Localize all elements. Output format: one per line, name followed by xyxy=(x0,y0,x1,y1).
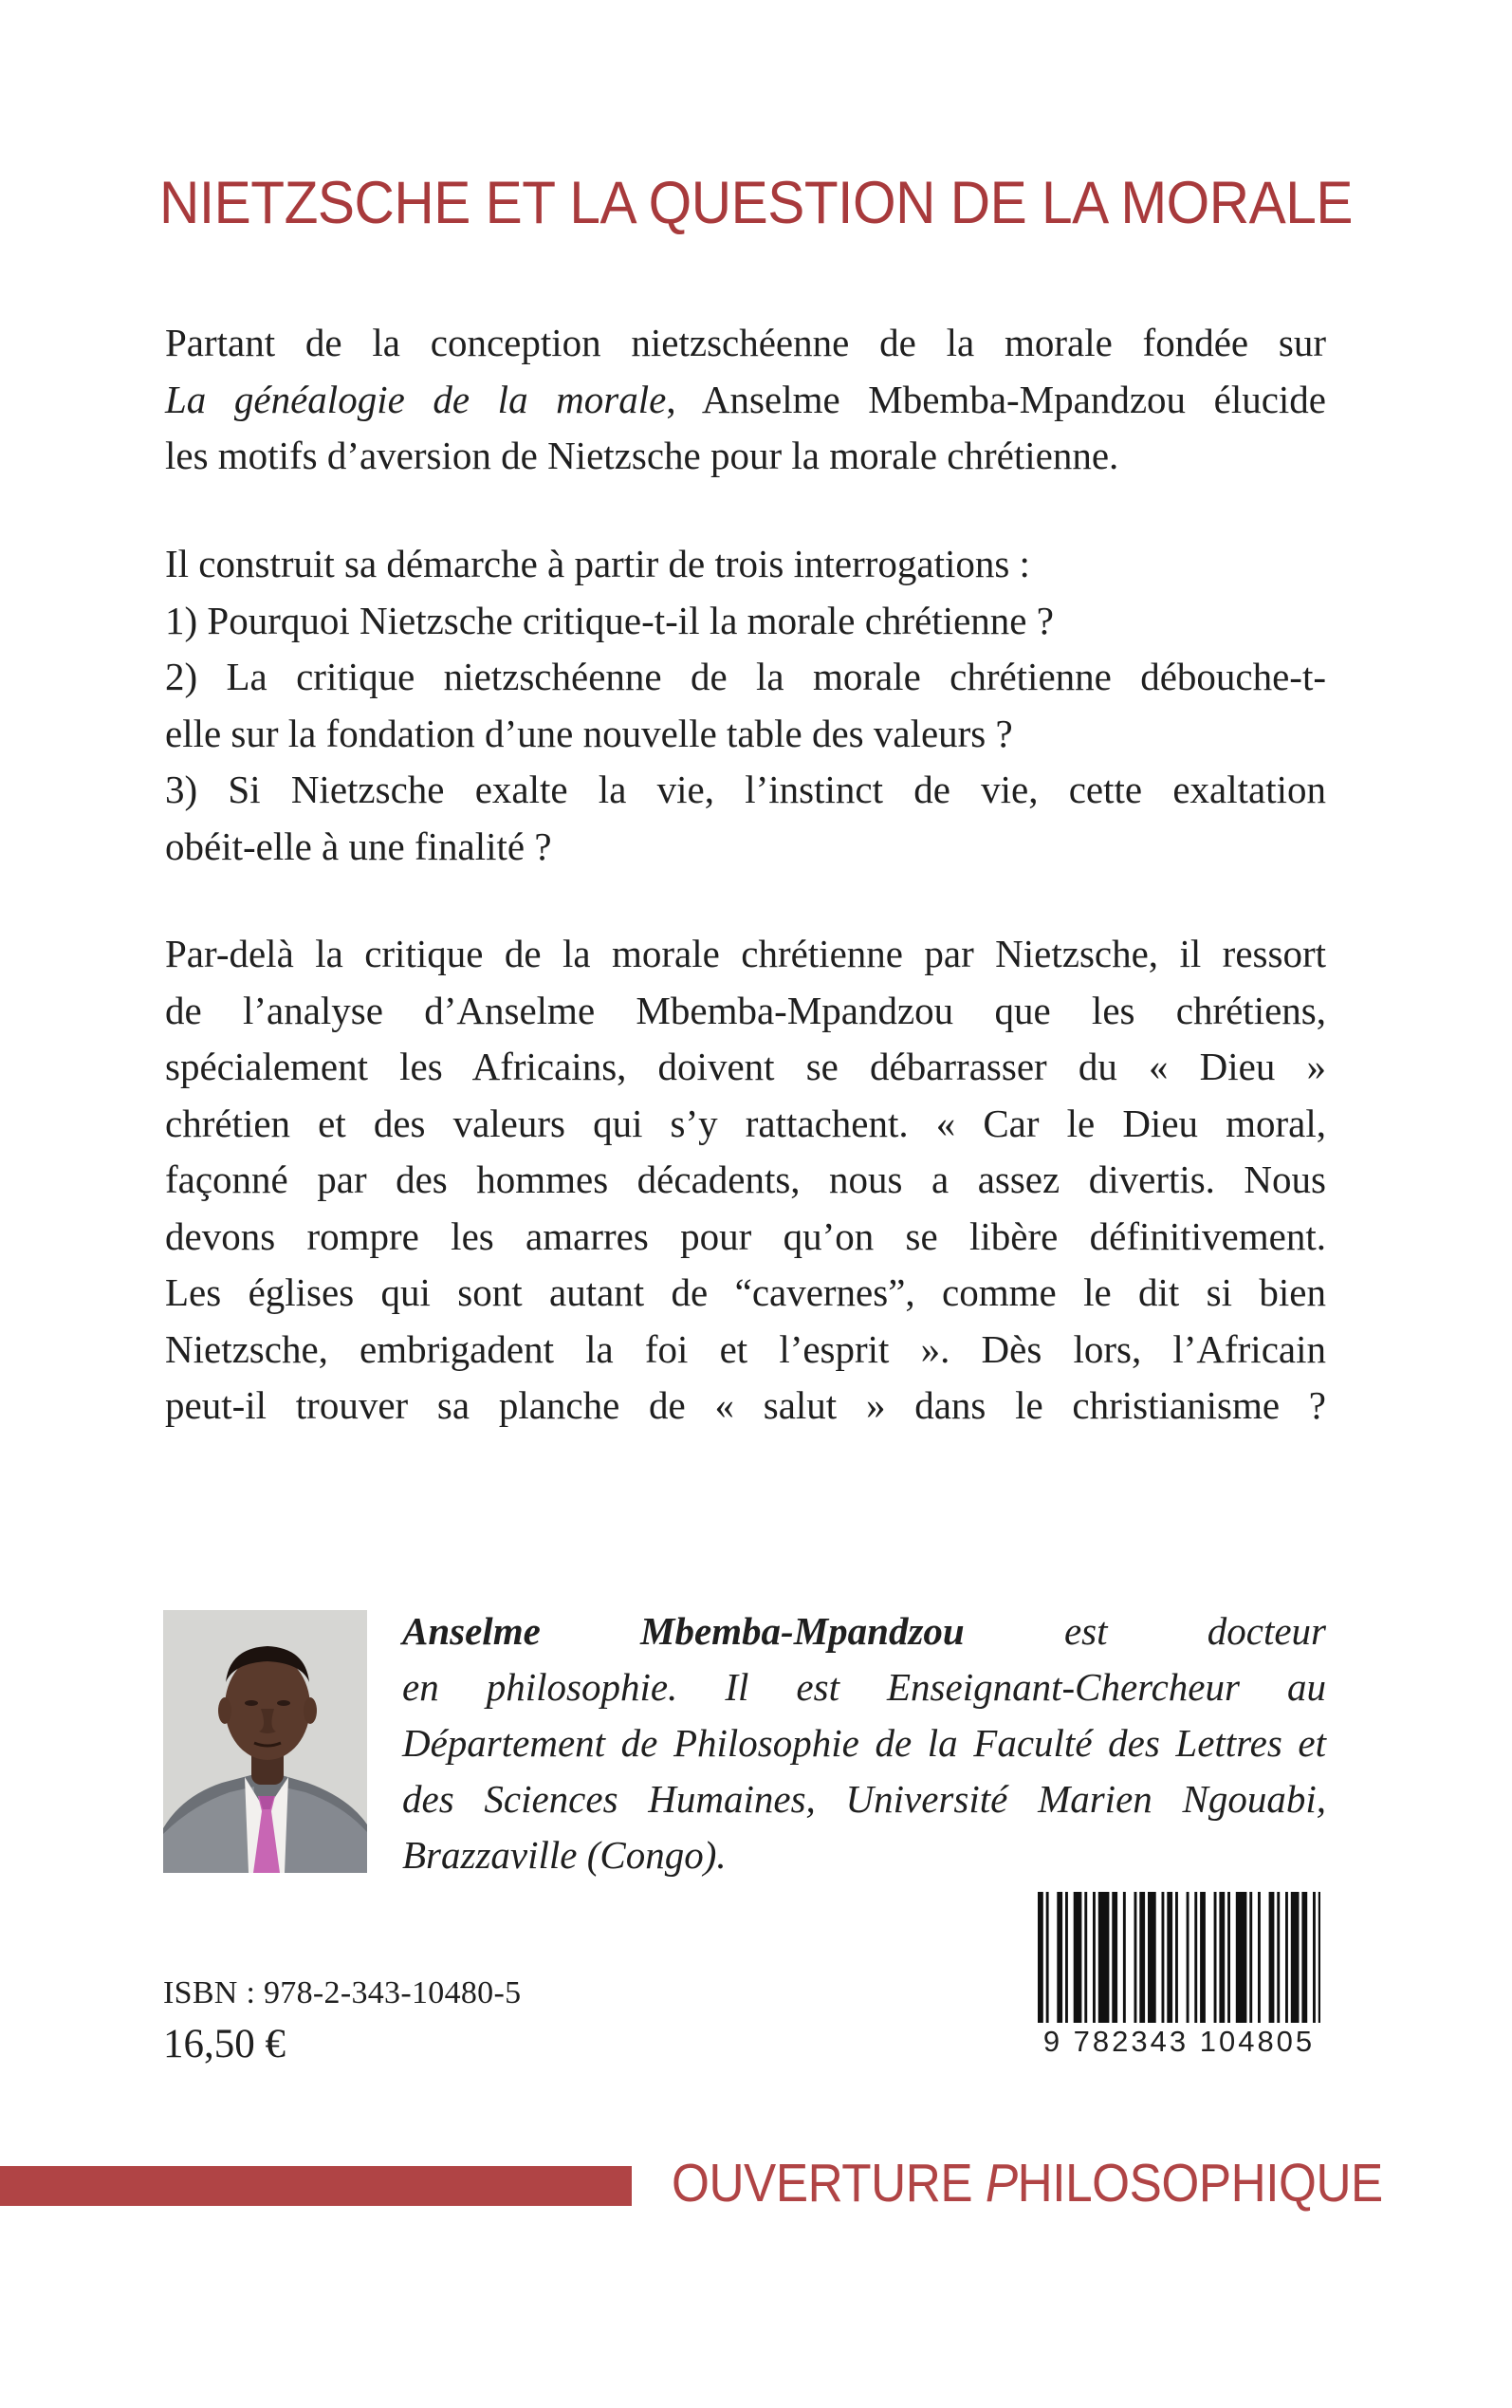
series-text-italic: P xyxy=(985,2153,1018,2214)
author-photo xyxy=(163,1610,367,1873)
bio-line: des Sciences Humaines, Université Marien Ngouabi, xyxy=(402,1777,1326,1821)
bio-line: Département de Philosophie de la Faculté des Lettres et xyxy=(402,1721,1326,1765)
series-name xyxy=(672,2152,1383,2214)
text-line: peut-il trouver sa planche de « salut » dans le christianisme ? xyxy=(165,1383,1326,1427)
text-line: 3) Si Nietzsche exalte la vie, l’instinct de vie, cette exaltation xyxy=(165,768,1326,811)
text-line: elle sur la fondation d’une nouvelle table des valeurs ? xyxy=(165,711,1013,755)
text-line: 2) La critique nietzschéenne de la morale chrétienne débouche-t- xyxy=(165,655,1326,698)
isbn: ISBN : 978-2-343-10480-5 xyxy=(163,1975,522,2010)
text-line: Par-delà la critique de la morale chrétienne par Nietzsche, il ressort xyxy=(165,932,1326,975)
summary-paragraph-2 xyxy=(165,536,1326,875)
text-line: Il construit sa démarche à partir de trois interrogations : xyxy=(165,542,1030,585)
text-line: Nietzsche, embrigadent la foi et l’esprit ». Dès lors, l’Africain xyxy=(165,1326,1326,1371)
text-line: chrétien et des valeurs qui s’y rattachent. « Car le Dieu moral, xyxy=(165,1101,1326,1145)
barcode-number: 9 782343 104805 xyxy=(1032,2023,1326,2061)
text-line xyxy=(165,372,1326,429)
text-line: de l’analyse d’Anselme Mbemba-Mpandzou que les chrétiens, xyxy=(165,988,1326,1032)
bio-line: Brazzaville (Congo). xyxy=(402,1833,727,1877)
text-line: spécialement les Africains, doivent se débarrasser du « Dieu » xyxy=(165,1045,1326,1088)
text-line: 1) Pourquoi Nietzsche critique-t-il la morale chrétienne ? xyxy=(165,598,1054,642)
author-bio xyxy=(402,1603,1326,1883)
work-title: La généalogie de la morale xyxy=(165,377,667,421)
text-line: façonné par des hommes décadents, nous a assez divertis. Nous xyxy=(165,1158,1326,1201)
text-line: Partant de la conception nietzschéenne de la morale fondée sur xyxy=(165,321,1326,364)
text-line: Les églises qui sont autant de “cavernes”, comme le dit si bien xyxy=(165,1270,1326,1314)
summary-paragraph-3 xyxy=(165,926,1326,1435)
series-text: OUVERTURE xyxy=(672,2153,986,2214)
series-text: HILOSOPHIQUE xyxy=(1017,2153,1383,2214)
price: 16,50 € xyxy=(163,2022,286,2066)
bio-line xyxy=(402,1603,1326,1659)
author-portrait-image xyxy=(163,1610,367,1873)
text-line: obéit-elle à une finalité ? xyxy=(165,824,552,868)
text-line: devons rompre les amarres pour qu’on se libère définitivement. xyxy=(165,1213,1326,1258)
text-line: les motifs d’aversion de Nietzsche pour la morale chrétienne. xyxy=(165,434,1119,477)
text-fragment: , Anselme Mbemba-Mpandzou élucide xyxy=(666,377,1327,421)
author-name: Anselme Mbemba-Mpandzou xyxy=(402,1609,965,1653)
series-band xyxy=(0,2166,632,2206)
summary-paragraph-1 xyxy=(165,315,1326,485)
book-title: NIETZSCHE ET LA QUESTION DE LA MORALE xyxy=(159,170,1353,236)
bio-line: en philosophie. Il est Enseignant-Chercheur au xyxy=(402,1665,1326,1709)
text-fragment: est docteur xyxy=(1063,1609,1326,1653)
